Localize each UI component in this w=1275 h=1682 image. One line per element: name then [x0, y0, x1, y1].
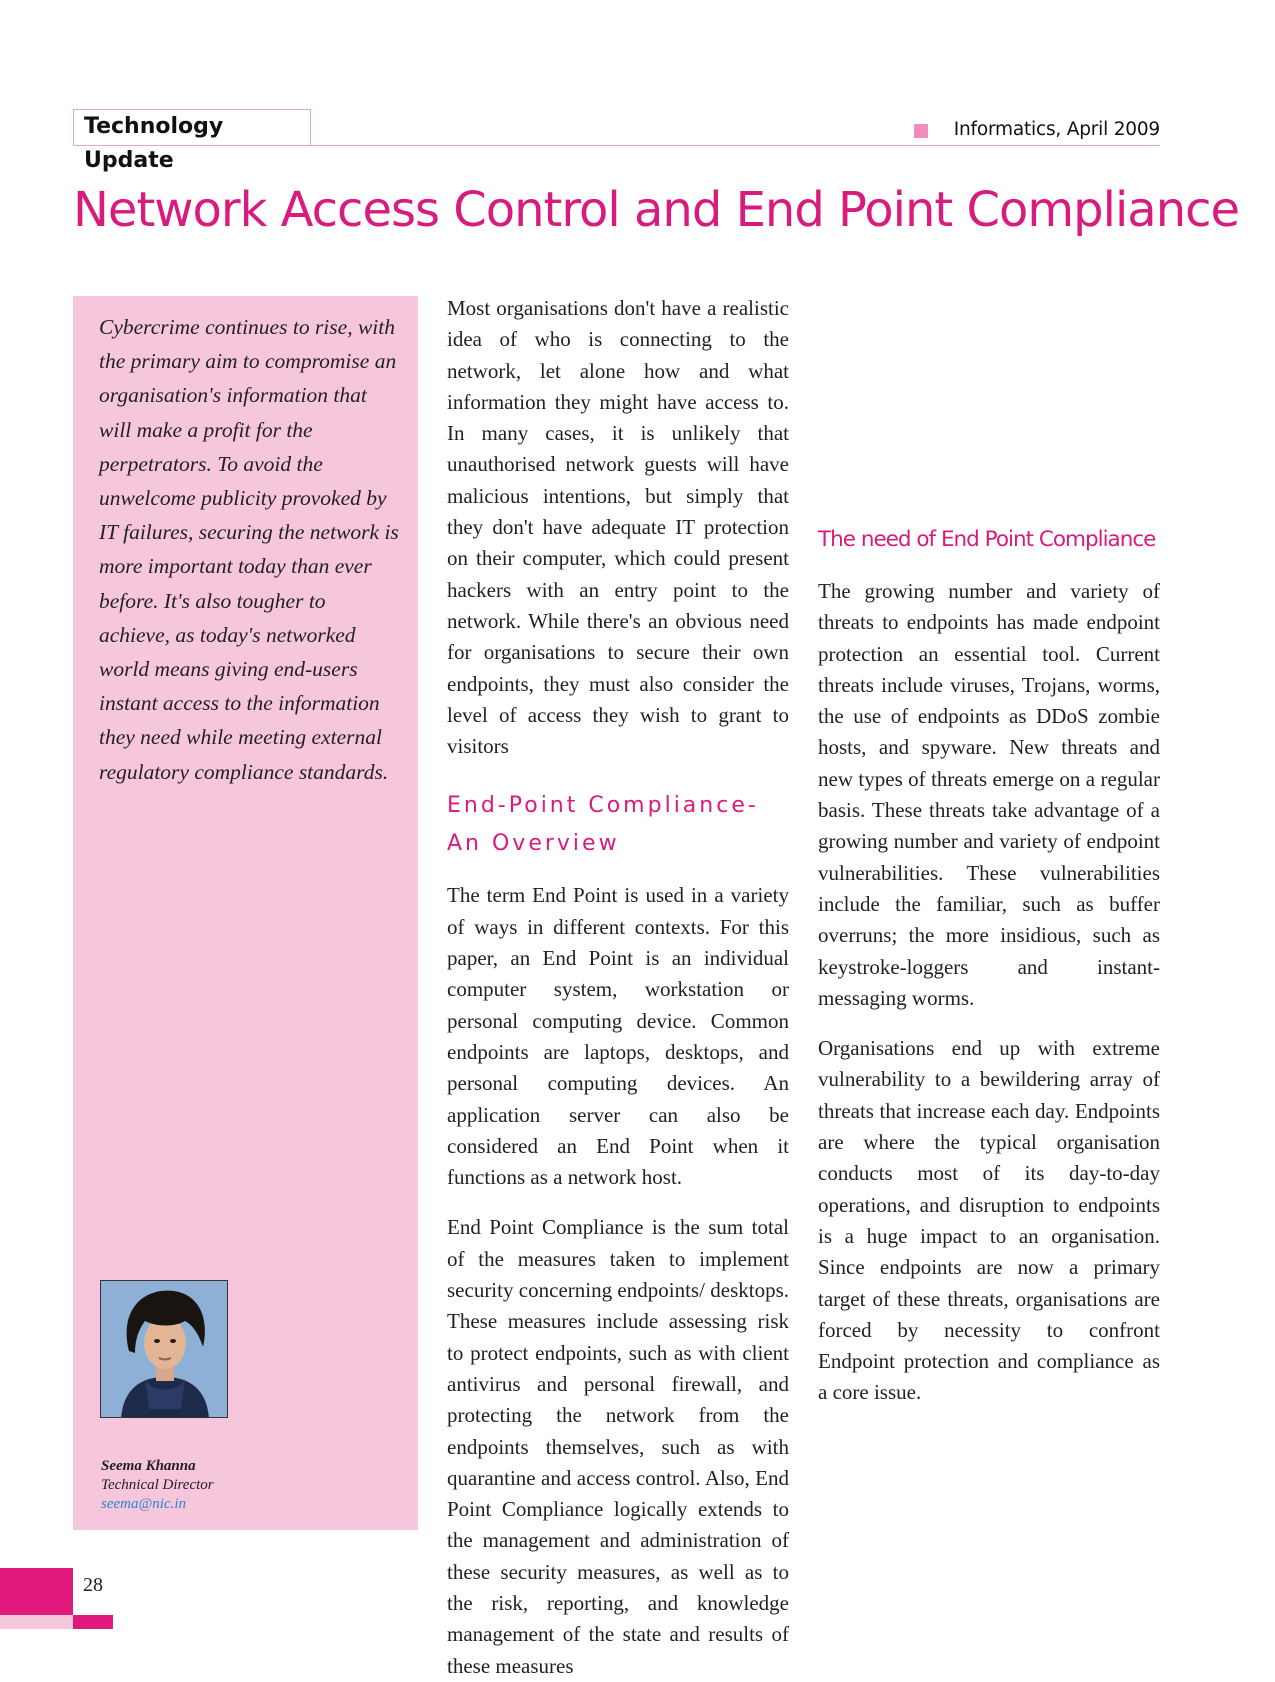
section-tag: Technology Update [73, 109, 311, 145]
body-paragraph: The growing number and variety of threats to endpoints has made endpoint protection an essential tool. Current threats include viruses, Trojans, worms, the use of endpoints as DDoS zombie hosts, and spyware. New threats and new types of threats emerge on a regular basis. These threats take advantage of a growing number and variety of endpoint vulnerabilities. These vulnerabilities include the familiar, such as buffer overruns; the more insidious, such as keystroke-loggers and instant-messaging worms. [818, 579, 1160, 1010]
page-number-stripe-dark [73, 1615, 113, 1629]
author-photo [100, 1280, 228, 1418]
body-paragraph: End Point Compliance is the sum total of the measures taken to implement security concerning endpoints/ desktops. These measures include assessing risk to protect endpoints, such as with client antivirus and personal firewall, and protecting the network from the endpoints themselves, such as with quarantine and access control. Also, End Point Compliance logically extends to the management and administration of these security measures, as well as to the risk, reporting, and knowledge management of the state and results of these measures [447, 1215, 789, 1678]
article-title: Network Access Control and End Point Compliance [73, 182, 1240, 238]
author-role: Technical Director [101, 1477, 214, 1493]
body-column-middle [447, 293, 789, 1682]
page-number-stripe-light [0, 1615, 73, 1629]
author-portrait-illustration [101, 1281, 228, 1418]
author-name: Seema Khanna [101, 1458, 196, 1474]
page-number-block [0, 1568, 73, 1615]
sidebar-panel [73, 296, 418, 1530]
header-rule [73, 145, 1160, 146]
author-email[interactable]: seema@nic.in [101, 1496, 187, 1512]
body-paragraph: Organisations end up with extreme vulnerability to a bewildering array of threats that increase each day. Endpoints are where the typical organisation conducts most of its day-to-day operations, and disruption to endpoints is a huge impact to an organisation. Since endpoints are now a primary target of these threats, organisations are forced by necessity to confront Endpoint protection and compliance as a core issue. [818, 1036, 1160, 1405]
body-paragraph: The term End Point is used in a variety of ways in different contexts. For this paper, an End Point is an individual computer system, workstation or personal computing device. Common endpoints are laptops, desktops, and personal computing devices. An application server can also be considered an End Point when it functions as a network host. [447, 883, 789, 1190]
body-column-right [818, 293, 1160, 1409]
standfirst: Cybercrime continues to rise, with the primary aim to compromise an organisation's information that will make a profit for the perpetrators. To avoid the unwelcome publicity provoked by IT failures, securing the network is more important today than ever before. It's also tougher to achieve, as today's networked world means giving end-users instant access to the information they need while meeting external regulatory compliance standards. [99, 315, 399, 784]
body-paragraph: Most organisations don't have a realistic idea of who is connecting to the network, let alone how and what information they might have access to. In many cases, it is unlikely that unauthorised network guests will have malicious intentions, but simply that they don't have adequate IT protection on their computer, which could present hackers with an entry point to the network. While there's an obvious need for organisations to secure their own endpoints, they must also consider the level of access they wish to grant to visitors [447, 296, 789, 759]
issue-info: Informatics, April 2009 [953, 119, 1160, 140]
issue-marker-square [914, 124, 928, 138]
page-number: 28 [83, 1574, 103, 1596]
subheading-need: The need of End Point Compliance [818, 527, 1156, 552]
subheading-overview: End-Point Compliance- An Overview [447, 793, 759, 857]
